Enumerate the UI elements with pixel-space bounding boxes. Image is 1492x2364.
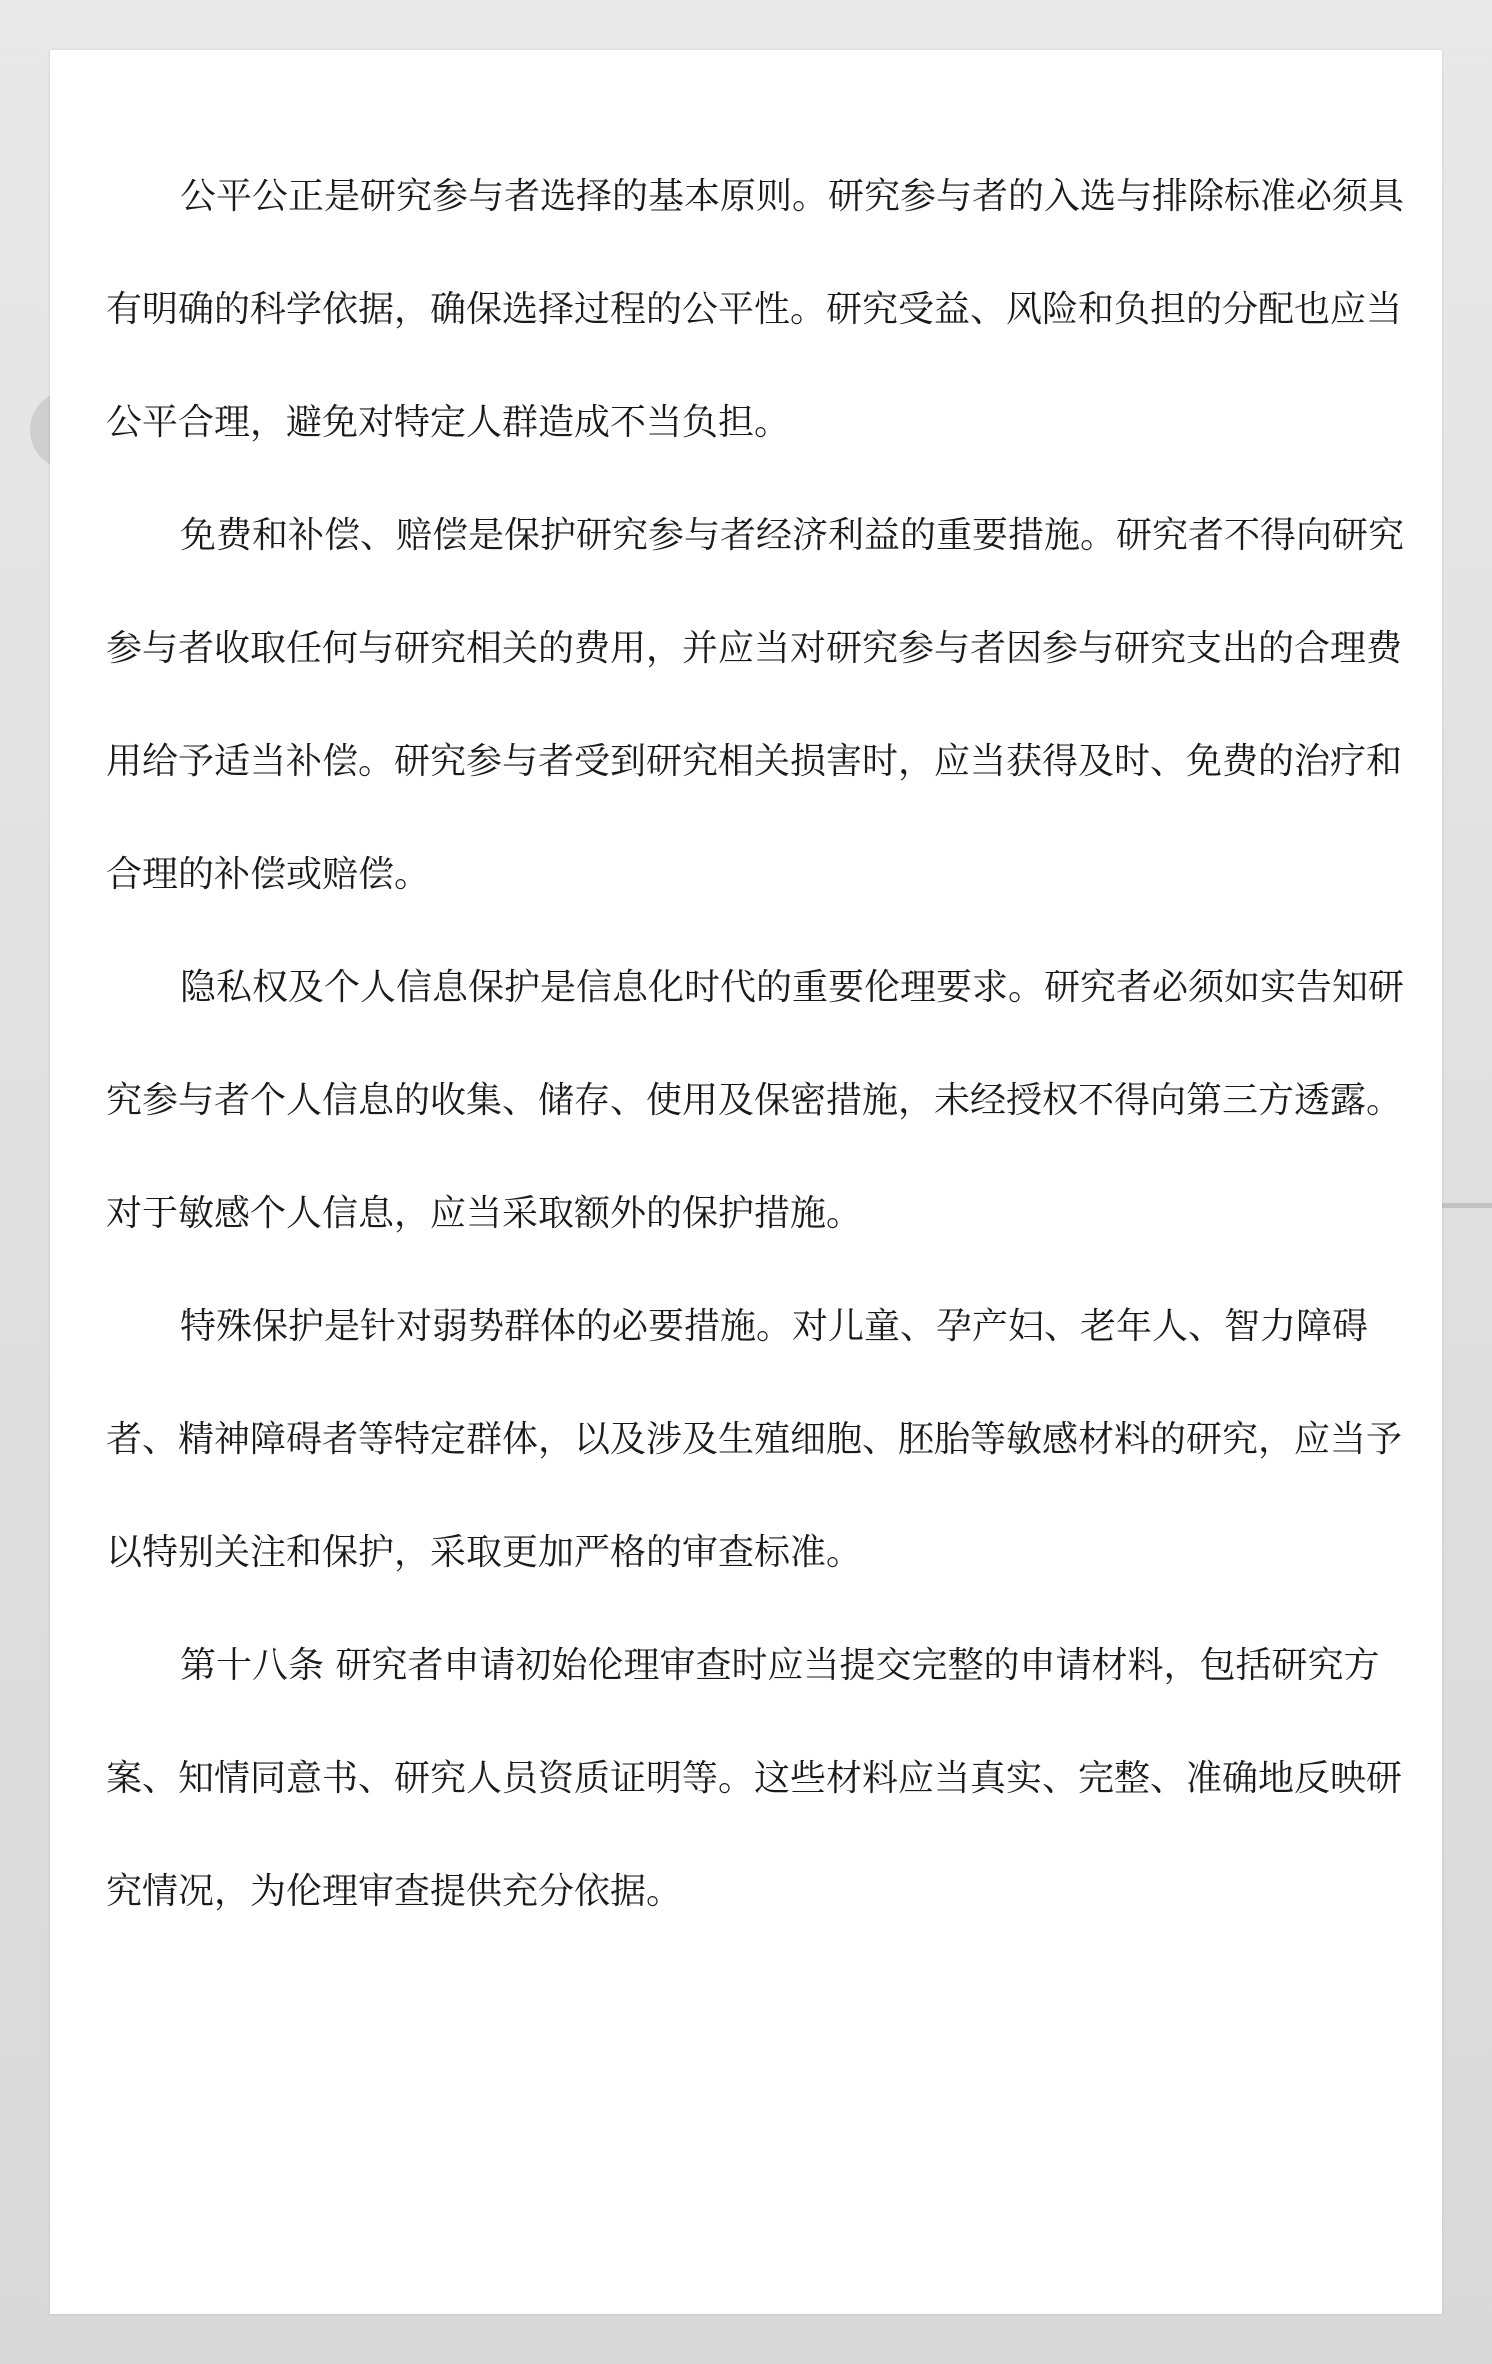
paragraph-privacy: 隐私权及个人信息保护是信息化时代的重要伦理要求。研究者必须如实告知研究参与者个人信息的收集、储存、使用及保密措施，未经授权不得向第三方透露。对于敏感个人信息，应当采取额外的保护措施。	[106, 967, 1405, 1234]
edge-marker	[1436, 1203, 1492, 1208]
paragraph-compensation: 免费和补偿、赔偿是保护研究参与者经济利益的重要措施。研究者不得向研究参与者收取任何与研究相关的费用，并应当对研究参与者因参与研究支出的合理费用给予适当补偿。研究参与者受到研究相关损害时，应当获得及时、免费的治疗和合理的补偿或赔偿。	[106, 515, 1405, 895]
paragraph-article-18: 第十八条 研究者申请初始伦理审查时应当提交完整的申请材料，包括研究方案、知情同意书、研究人员资质证明等。这些材料应当真实、完整、准确地反映研究情况，为伦理审查提供充分依据。	[106, 1645, 1403, 1912]
document-page	[50, 50, 1442, 2314]
document-body	[106, 140, 1426, 1948]
paragraph-special-protection: 特殊保护是针对弱势群体的必要措施。对儿童、孕产妇、老年人、智力障碍者、精神障碍者等特定群体，以及涉及生殖细胞、胚胎等敏感材料的研究，应当予以特别关注和保护，采取更加严格的审查标准。	[106, 1306, 1403, 1573]
paragraph-fairness: 公平公正是研究参与者选择的基本原则。研究参与者的入选与排除标准必须具有明确的科学依据，确保选择过程的公平性。研究受益、风险和负担的分配也应当公平合理，避免对特定人群造成不当负担。	[106, 176, 1405, 443]
